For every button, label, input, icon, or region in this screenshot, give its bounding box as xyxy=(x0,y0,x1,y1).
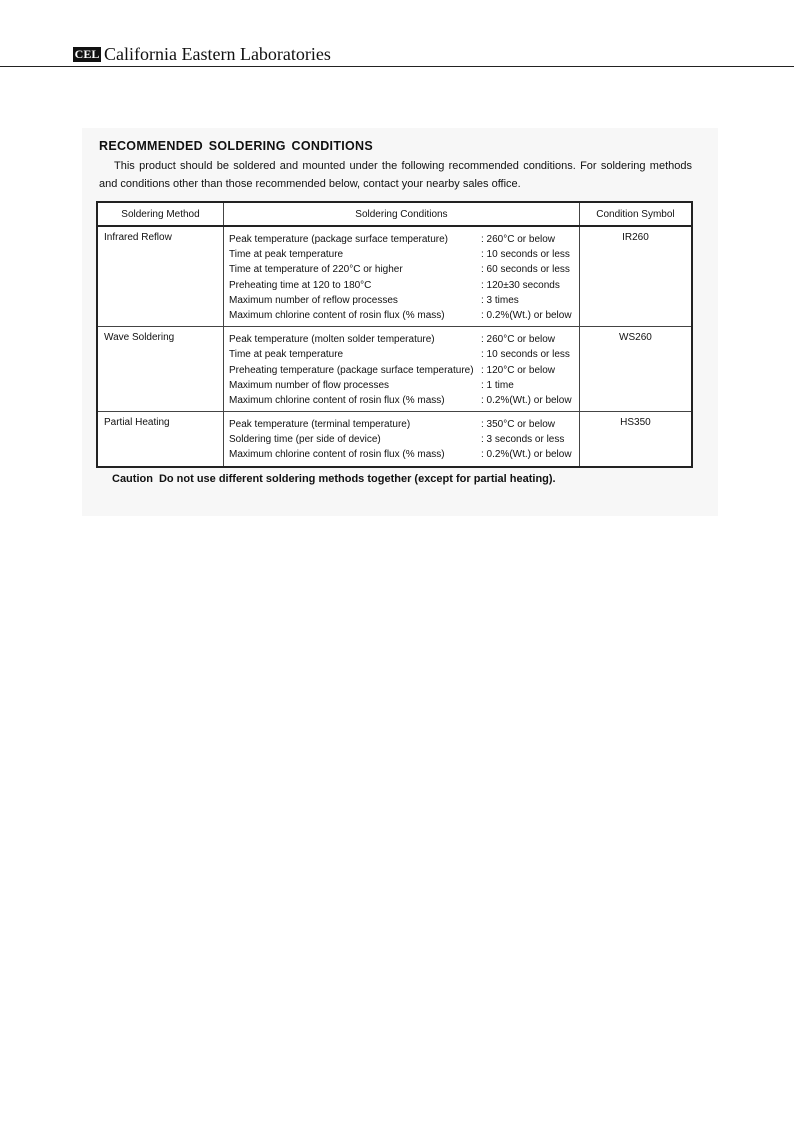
condition-line xyxy=(229,393,579,408)
condition-value: : 350°C or below xyxy=(480,419,556,431)
condition-value: : 260°C or below xyxy=(480,334,556,346)
table-row-wave-soldering xyxy=(97,327,692,412)
intro-text: This product should be soldered and mounted under the following recommended conditions. For soldering methods and conditions other than those recommended below, contact your nearby sales office. xyxy=(99,160,692,190)
table-row-infrared-reflow xyxy=(97,226,692,327)
condition-param: Preheating time at 120 to 180°C xyxy=(228,279,372,291)
table-row-partial-heating xyxy=(97,412,692,467)
header-divider xyxy=(0,66,794,67)
condition-param: Maximum chlorine content of rosin flux (% mass) xyxy=(228,309,445,321)
symbol-cell: HS350 xyxy=(579,412,692,467)
table-header-row xyxy=(97,202,692,226)
method-cell: Partial Heating xyxy=(97,412,223,467)
condition-param: Maximum number of reflow processes xyxy=(228,294,398,306)
condition-line xyxy=(229,232,579,247)
conditions-cell xyxy=(223,226,579,327)
condition-value: : 120°C or below xyxy=(480,364,556,376)
cel-logo: CEL xyxy=(74,47,100,61)
condition-param: Time at temperature of 220°C or higher xyxy=(228,264,403,276)
caution-text: Do not use different soldering methods together (except for partial heating). xyxy=(158,473,556,485)
method-cell: Wave Soldering xyxy=(97,327,223,412)
condition-param: Preheating temperature (package surface temperature) xyxy=(228,364,474,376)
condition-line xyxy=(229,308,579,323)
condition-line xyxy=(229,378,579,393)
condition-value: : 0.2%(Wt.) or below xyxy=(480,394,572,406)
conditions-cell xyxy=(223,412,579,467)
condition-value: : 260°C or below xyxy=(480,234,556,245)
header-soldering-conditions: Soldering Conditions xyxy=(223,202,579,226)
condition-value: : 3 seconds or less xyxy=(480,434,565,446)
condition-param: Peak temperature (terminal temperature) xyxy=(228,419,411,431)
caution-label: Caution xyxy=(112,473,153,485)
intro-paragraph xyxy=(99,157,692,193)
condition-value: : 0.2%(Wt.) or below xyxy=(480,309,572,321)
symbol-cell: IR260 xyxy=(579,226,692,327)
conditions-cell xyxy=(223,327,579,412)
condition-line xyxy=(229,447,579,462)
soldering-conditions-table xyxy=(96,201,693,468)
condition-line xyxy=(229,247,579,262)
condition-value: : 10 seconds or less xyxy=(480,249,570,261)
condition-value: : 120±30 seconds xyxy=(480,279,560,291)
header-soldering-method: Soldering Method xyxy=(97,202,223,226)
caution-note xyxy=(112,473,556,485)
condition-value: : 1 time xyxy=(480,379,514,391)
symbol-cell: WS260 xyxy=(579,327,692,412)
condition-line xyxy=(229,262,579,277)
condition-line xyxy=(229,363,579,378)
section-title: RECOMMENDED SOLDERING CONDITIONS xyxy=(99,139,374,153)
condition-line xyxy=(229,432,579,447)
condition-param: Maximum chlorine content of rosin flux (% mass) xyxy=(228,394,445,406)
condition-value: : 3 times xyxy=(480,294,519,306)
condition-param: Peak temperature (package surface temperature) xyxy=(228,234,448,245)
condition-line xyxy=(229,417,579,432)
condition-line xyxy=(229,347,579,362)
header-condition-symbol: Condition Symbol xyxy=(579,202,692,226)
condition-param: Maximum number of flow processes xyxy=(228,379,390,391)
condition-value: : 60 seconds or less xyxy=(480,264,570,276)
method-cell: Infrared Reflow xyxy=(97,226,223,327)
condition-line xyxy=(229,278,579,293)
company-name: California Eastern Laboratories xyxy=(104,44,331,64)
condition-param: Maximum chlorine content of rosin flux (% mass) xyxy=(228,449,445,461)
condition-param: Peak temperature (molten solder temperature) xyxy=(228,334,435,346)
condition-line xyxy=(229,293,579,308)
condition-value: : 0.2%(Wt.) or below xyxy=(480,449,572,461)
page-header xyxy=(0,0,794,68)
condition-param: Soldering time (per side of device) xyxy=(228,434,381,446)
condition-param: Time at peak temperature xyxy=(228,249,344,261)
condition-line xyxy=(229,332,579,347)
condition-param: Time at peak temperature xyxy=(228,349,344,361)
condition-value: : 10 seconds or less xyxy=(480,349,570,361)
